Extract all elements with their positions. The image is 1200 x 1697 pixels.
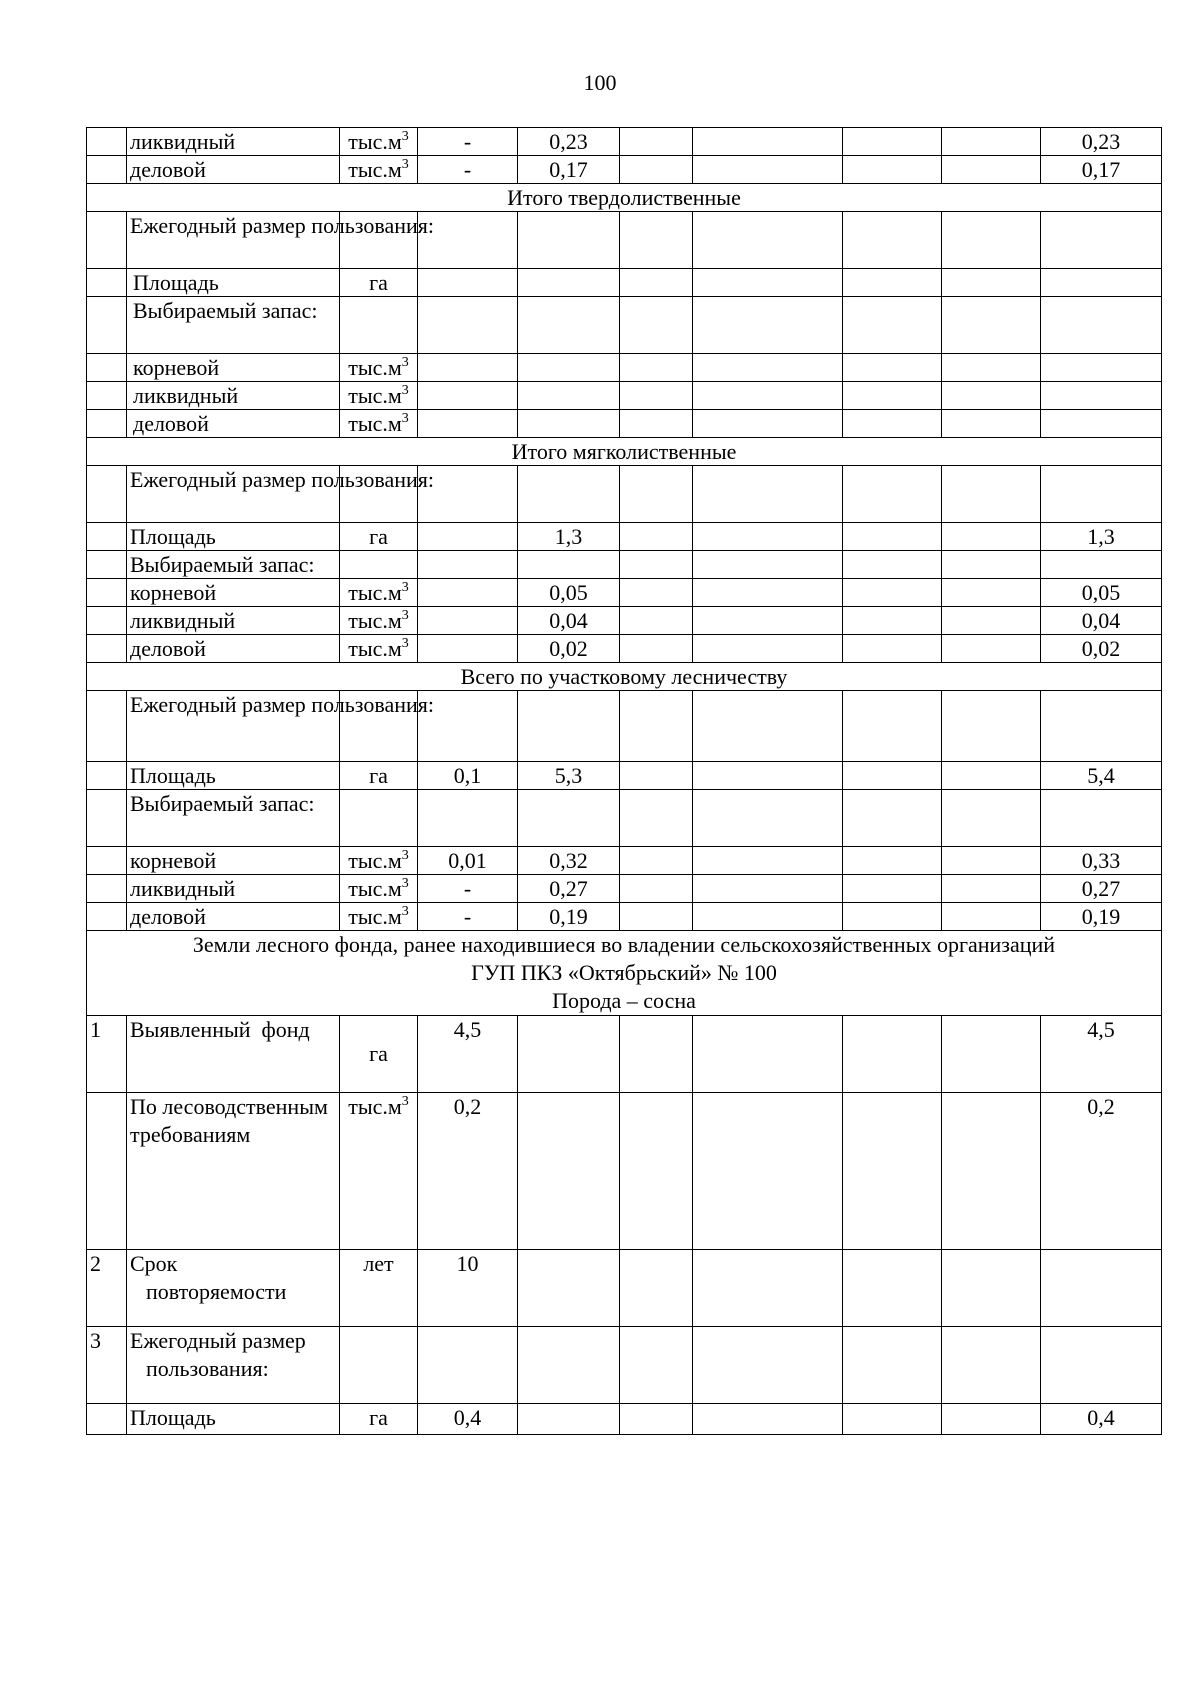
unit-cell: $тыс.м^3$ [340,156,418,184]
row-label: Площадь [127,523,340,551]
value-cell: 0,01 [418,847,518,875]
row-label: ликвидный [127,607,340,635]
value-cell: - [418,128,518,156]
table-row [87,1093,1162,1250]
unit-cell: $тыс.м^3$ [340,410,418,438]
value-cell: 0,23 [518,128,620,156]
table-row [87,875,1162,903]
value-cell: 0,02 [518,635,620,663]
value-cell: 4,5 [418,1016,518,1093]
row-label: деловой [127,410,340,438]
table-row [87,269,1162,297]
total-cell: 0,23 [1041,128,1162,156]
table-row [87,691,1162,762]
row-label: Срок повторяемости [127,1250,340,1327]
row-label: ликвидный [127,128,340,156]
unit-cell: $тыс.м^3$ [340,847,418,875]
row-label: деловой [127,635,340,663]
table-row [87,1250,1162,1327]
row-label: деловой [127,156,340,184]
total-cell: 0,17 [1041,156,1162,184]
row-label: По лесоводственным требованиям [127,1093,340,1250]
total-cell: 0,4 [1041,1404,1162,1435]
row-number: 2 [87,1250,127,1327]
row-label: Ежегодный размер пользования: [127,212,340,269]
value-cell: 1,3 [518,523,620,551]
value-cell: 0,1 [418,762,518,790]
row-label: корневой [127,847,340,875]
unit-cell: $тыс.м^3$ [340,354,418,382]
section-row [87,184,1162,212]
total-cell: 0,27 [1041,875,1162,903]
page-number: 100 [583,70,617,95]
row-label: Площадь [127,762,340,790]
total-cell: 0,05 [1041,579,1162,607]
value-cell: 10 [418,1250,518,1327]
row-label: корневой [127,354,340,382]
section-row [87,931,1162,1016]
row-label: Ежегодный размер пользования: [127,466,340,523]
unit-cell: га [340,1404,418,1435]
total-cell: 0,33 [1041,847,1162,875]
section-title-line: Земли лесного фонда, ранее находившиеся во владении сельскохозяйственных организаций [192,932,1056,957]
unit-cell: $тыс.м^3$ [340,875,418,903]
table-row [87,1327,1162,1404]
row-label: Ежегодный размер пользования: [127,1327,340,1404]
value-cell: 0,19 [518,903,620,931]
table-row [87,903,1162,931]
value-cell: 0,27 [518,875,620,903]
section-title-line: ГУП ПКЗ «Октябрьский» № 100 [471,960,777,985]
unit-cell: лет [340,1250,418,1327]
unit-cell: га [340,762,418,790]
total-cell: 4,5 [1041,1016,1162,1093]
value-cell: 5,3 [518,762,620,790]
table-row [87,607,1162,635]
row-label: ликвидный [127,382,340,410]
table-row [87,410,1162,438]
table-row [87,297,1162,354]
row-label: Выбираемый запас: [127,551,340,579]
section-row [87,663,1162,691]
row-label: деловой [127,903,340,931]
row-label: Ежегодный размер пользования: [127,691,340,762]
unit-cell: $тыс.м^3$ [340,579,418,607]
section-row [87,438,1162,466]
row-number: 1 [87,1016,127,1093]
row-label: Площадь [127,1404,340,1435]
total-cell: 0,02 [1041,635,1162,663]
table-row [87,1016,1162,1093]
forest-use-table [86,127,1162,1435]
unit-cell: $тыс.м^3$ [340,1093,418,1250]
row-label: Выбираемый запас: [127,790,340,847]
value-cell: - [418,875,518,903]
table-row [87,635,1162,663]
row-label: Выявленный фонд [127,1016,340,1093]
row-label: корневой [127,579,340,607]
value-cell: - [418,903,518,931]
table-row [87,790,1162,847]
unit-cell: га [340,1016,418,1093]
table-row [87,382,1162,410]
row-label: Площадь [127,269,340,297]
total-cell: 0,19 [1041,903,1162,931]
table-row [87,1404,1162,1435]
row-label: Выбираемый запас: [127,297,340,354]
unit-cell: га [340,269,418,297]
unit-cell: $тыс.м^3$ [340,128,418,156]
total-cell: 0,2 [1041,1093,1162,1250]
value-cell: 0,4 [418,1404,518,1435]
table-row [87,551,1162,579]
value-cell: 0,2 [418,1093,518,1250]
row-number: 3 [87,1327,127,1404]
table-row [87,523,1162,551]
value-cell: 0,04 [518,607,620,635]
table-row [87,762,1162,790]
table-row [87,212,1162,269]
total-cell: 5,4 [1041,762,1162,790]
unit-cell: $тыс.м^3$ [340,607,418,635]
total-cell: 1,3 [1041,523,1162,551]
table-row [87,466,1162,523]
section-title: Всего по участковому лесничеству [87,663,1162,691]
table-row [87,128,1162,156]
section-title [87,931,1162,1016]
unit-cell: $тыс.м^3$ [340,382,418,410]
section-title-line: Порода – сосна [552,988,696,1013]
section-title: Итого мягколиственные [87,438,1162,466]
value-cell: 0,05 [518,579,620,607]
value-cell: 0,32 [518,847,620,875]
table-row [87,354,1162,382]
unit-cell: га [340,523,418,551]
unit-cell: $тыс.м^3$ [340,903,418,931]
table-row [87,579,1162,607]
table-row [87,156,1162,184]
table-row [87,847,1162,875]
total-cell: 0,04 [1041,607,1162,635]
unit-cell: $тыс.м^3$ [340,635,418,663]
value-cell: - [418,156,518,184]
row-label: ликвидный [127,875,340,903]
section-title: Итого твердолиственные [87,184,1162,212]
value-cell: 0,17 [518,156,620,184]
